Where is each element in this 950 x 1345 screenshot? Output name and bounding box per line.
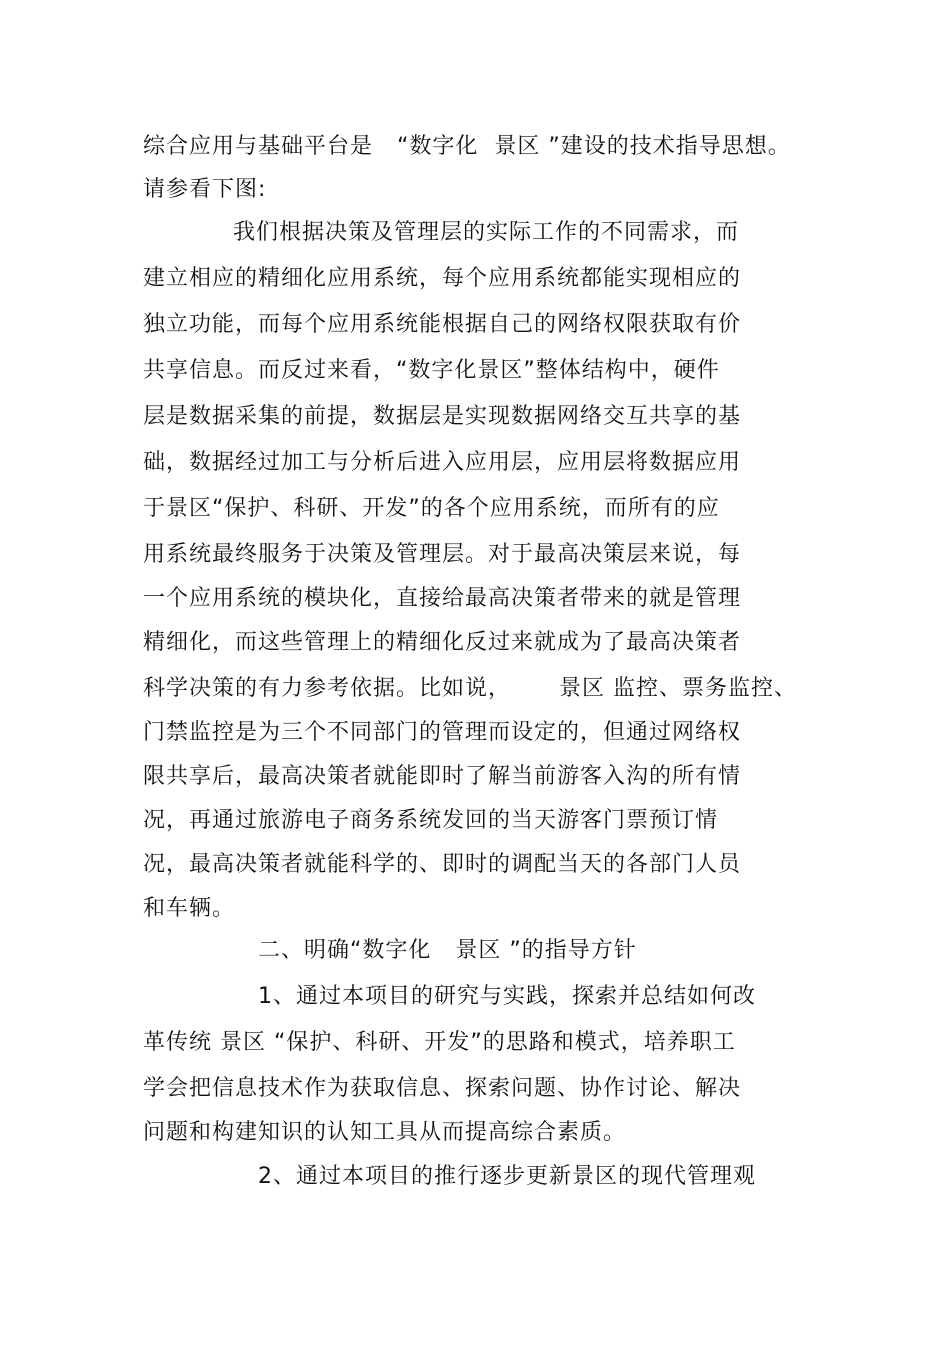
paragraph-line-6: 础，数据经过加工与分析后进入应用层，应用层将数据应用 — [143, 450, 742, 475]
section-heading: 二、明确“数字化 景区 ”的指导方针 — [258, 938, 637, 963]
item-1-line-1: 1、通过本项目的研究与实践，探索并总结如何改 — [258, 984, 756, 1009]
paragraph-line-11: 科学决策的有力参考依据。比如说， 景区 监控、票务监控、 — [143, 676, 797, 701]
text-line-1: 综合应用与基础平台是 “数字化 景区 ”建设的技术指导思想。 — [143, 134, 791, 159]
item-1-line-2: 革传统 景区 “保护、科研、开发”的思路和模式，培养职工 — [143, 1030, 736, 1055]
paragraph-line-3: 独立功能，而每个应用系统能根据自己的网络权限获取有价 — [143, 312, 742, 337]
paragraph-line-7: 于景区“保护、科研、开发”的各个应用系统，而所有的应 — [143, 496, 720, 521]
paragraph-line-4: 共享信息。而反过来看，“数字化景区”整体结构中，硬件 — [143, 358, 720, 383]
paragraph-line-15: 况，最高决策者就能科学的、即时的调配当天的各部门人员 — [143, 852, 742, 877]
paragraph-line-2: 建立相应的精细化应用系统，每个应用系统都能实现相应的 — [143, 266, 742, 291]
paragraph-line-13: 限共享后，最高决策者就能即时了解当前游客入沟的所有情 — [143, 764, 742, 789]
paragraph-line-8: 用系统最终服务于决策及管理层。对于最高决策层来说，每 — [143, 542, 742, 567]
paragraph-line-10: 精细化，而这些管理上的精细化反过来就成为了最高决策者 — [143, 630, 742, 655]
item-2-line-1: 2、通过本项目的推行逐步更新景区的现代管理观 — [258, 1164, 756, 1189]
paragraph-line-14: 况，再通过旅游电子商务系统发回的当天游客门票预订情 — [143, 808, 719, 833]
paragraph-line-16: 和车辆。 — [143, 896, 236, 921]
paragraph-line-9: 一个应用系统的模块化，直接给最高决策者带来的就是管理 — [143, 586, 742, 611]
text-line-2: 请参看下图: — [143, 177, 267, 202]
item-1-line-3: 学会把信息技术作为获取信息、探索问题、协作讨论、解决 — [143, 1076, 742, 1101]
paragraph-line-5: 层是数据采集的前提，数据层是实现数据网络交互共享的基 — [143, 404, 742, 429]
paragraph-line-12: 门禁监控是为三个不同部门的管理而设定的，但通过网络权 — [143, 720, 742, 745]
item-1-line-4: 问题和构建知识的认知工具从而提高综合素质。 — [143, 1120, 627, 1145]
paragraph-line-1: 我们根据决策及管理层的实际工作的不同需求，而 — [233, 220, 740, 245]
